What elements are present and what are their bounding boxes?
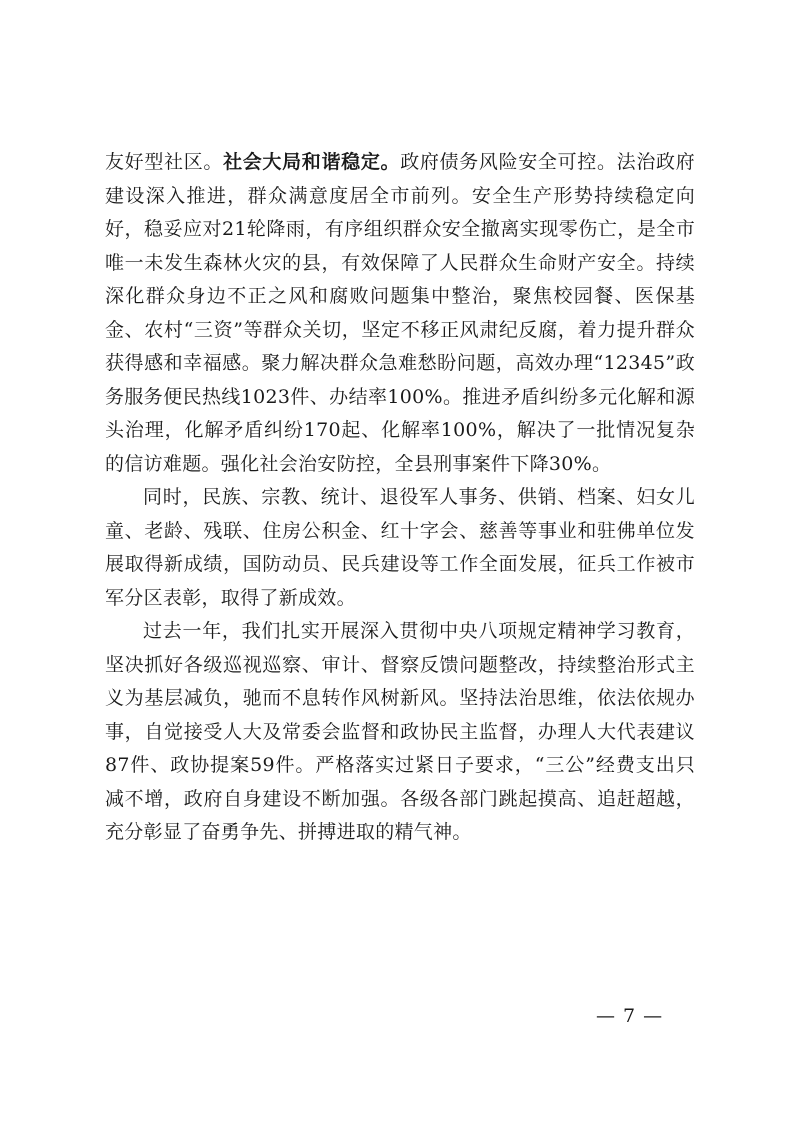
paragraph-1-bold-heading: 社会大局和谐稳定。 — [223, 151, 401, 173]
page-number: — 7 — — [596, 1005, 664, 1027]
paragraph-3 — [105, 615, 695, 850]
paragraph-3-text: 过去一年，我们扎实开展深入贯彻中央八项规定精神学习教育，坚决抓好各级巡视巡察、审计、督察反馈问题整改，持续整治形式主义为基层减负，驰而不息转作风树新风。坚持法治思维，依法依规办事，自觉接受人大及常委会监督和政协民主监督，办理人大代表建议87件、政协提案59件。严格落实过紧日子要求，“三公”经费支出只减不增，政府自身建设不断加强。各级各部门跳起摸高、追赶超越，充分彰显了奋勇争先、拼搏进取的精气神。 — [105, 620, 695, 843]
paragraph-1-text-continued: 政府债务风险安全可控。法治政府建设深入推进，群众满意度居全市前列。安全生产形势持续稳定向好，稳妥应对21轮降雨，有序组织群众安全撤离实现零伤亡，是全市唯一未发生森林火灾的县，有效保障了人民群众生命财产安全。持续深化群众身边不正之风和腐败问题集中整治，聚焦校园餐、医保基金、农村“三资”等群众关切，坚定不移正风肃纪反腐，着力提升群众获得感和幸福感。聚力解决群众急难愁盼问题，高效办理“12345”政务服务便民热线1023件、办结率100%。推进矛盾纠纷多元化解和源头治理，化解矛盾纠纷170起、化解率100%，解决了一批情况复杂的信访难题。强化社会治安防控，全县刑事案件下降30%。 — [105, 151, 695, 475]
paragraph-1-text: 友好型社区。 — [105, 151, 224, 173]
paragraph-1 — [105, 146, 695, 481]
paragraph-2-text: 同时，民族、宗教、统计、退役军人事务、供销、档案、妇女儿童、老龄、残联、住房公积金、红十字会、慈善等事业和驻佛单位发展取得新成绩，国防动员、民兵建设等工作全面发展，征兵工作被市军分区表彰，取得了新成效。 — [105, 486, 695, 609]
document-body — [105, 146, 695, 850]
paragraph-2 — [105, 481, 695, 615]
